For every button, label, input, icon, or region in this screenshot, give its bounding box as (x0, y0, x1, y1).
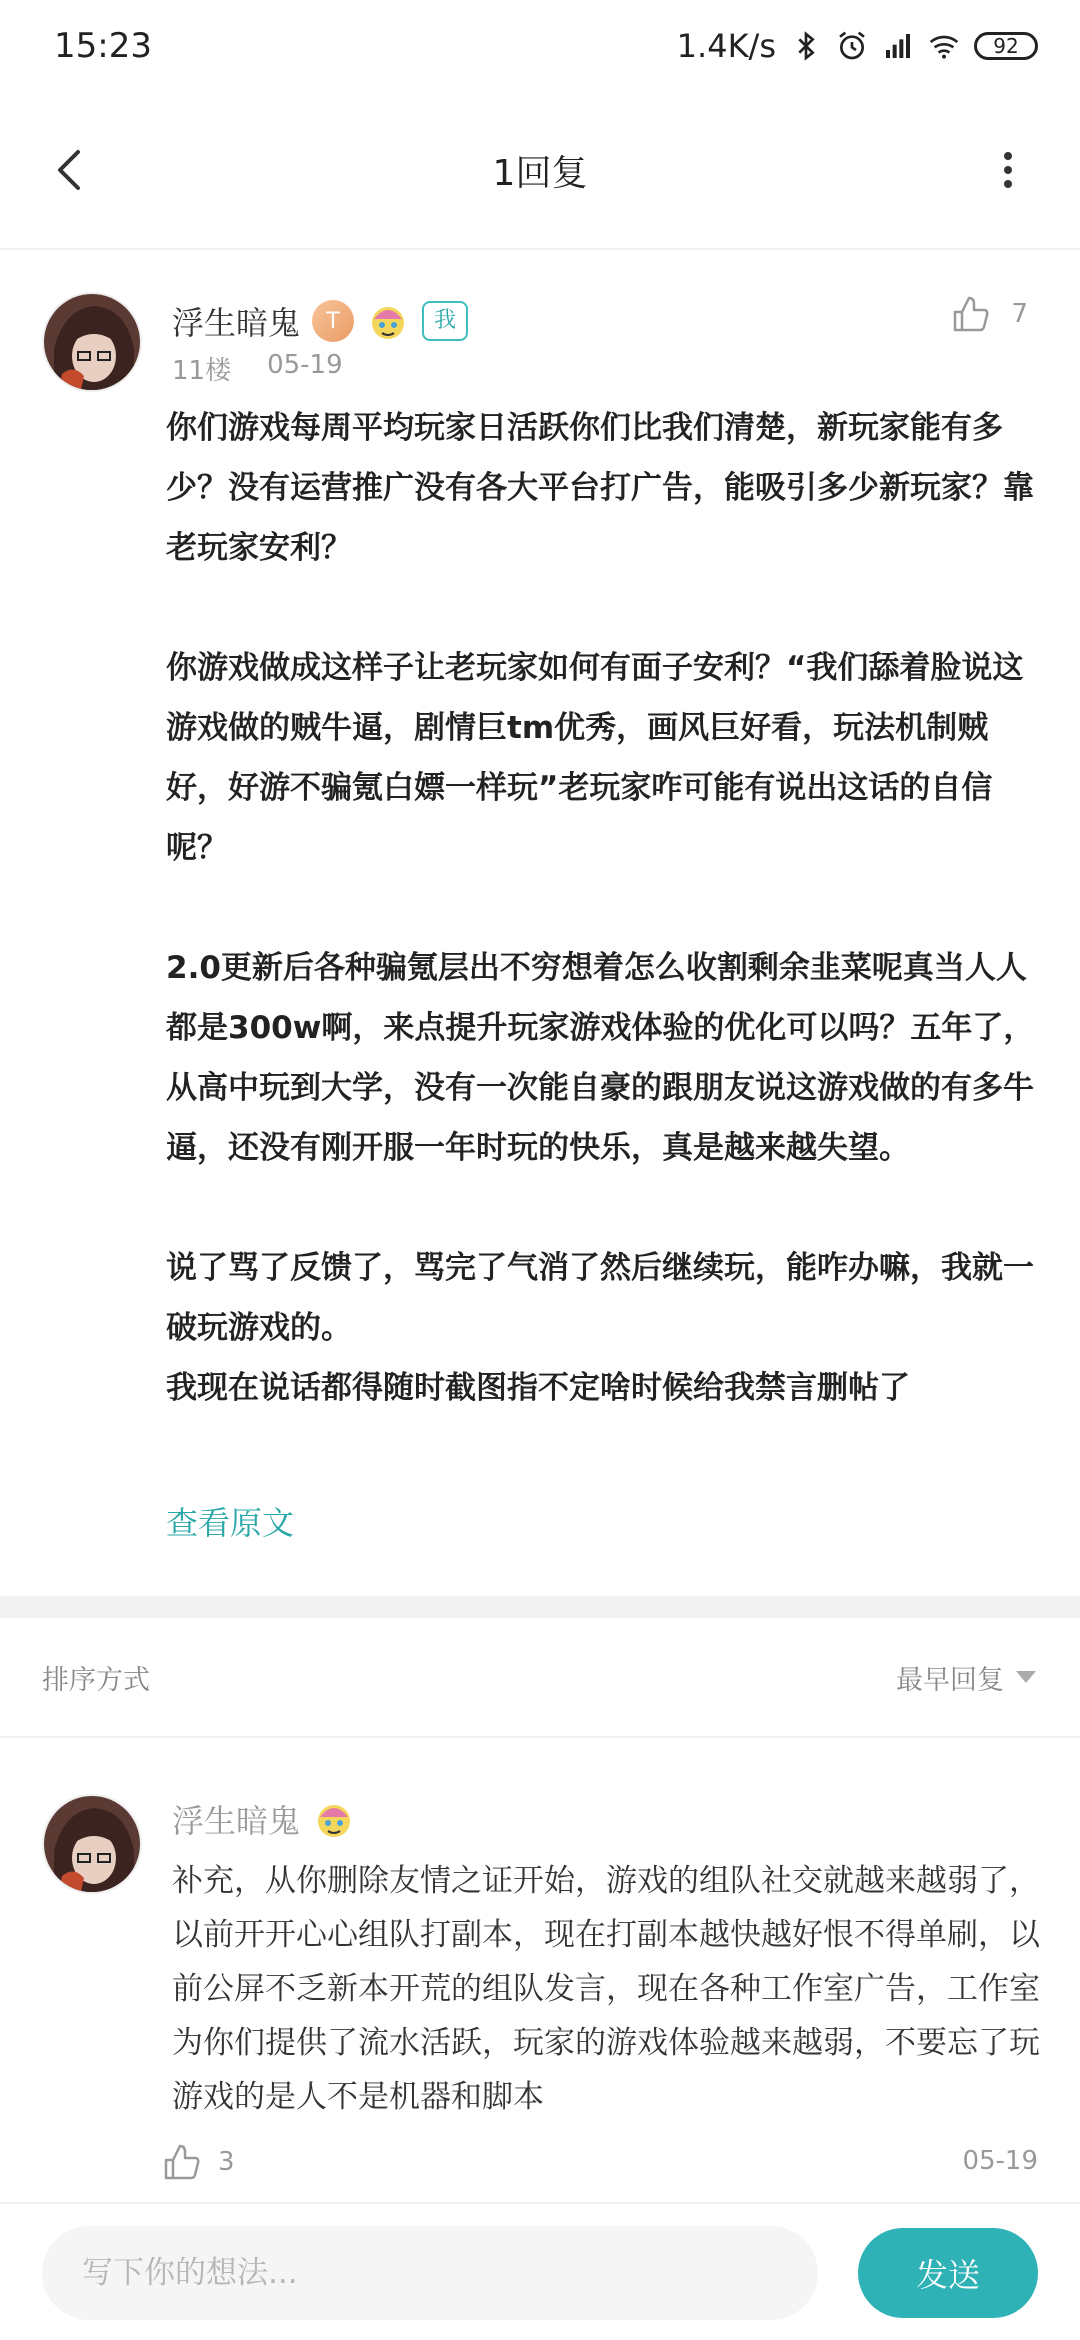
page-title: 1回复 (492, 152, 588, 194)
post-like-button[interactable] (949, 292, 1028, 336)
avatar[interactable] (42, 292, 142, 392)
sort-label: 排序方式 (42, 1664, 150, 1696)
avatar-image (44, 294, 142, 392)
avatar[interactable] (42, 1794, 142, 1894)
nav-bar (0, 92, 1080, 250)
reply-text: 补充，从你删除友情之证开始，游戏的组队社交就越来越弱了，以前开开心心组队打副本，现在打副本越快越好恨不得单刷，以前公屏不乏新本开荒的组队发言，现在各种工作室广告，工作室为你们提供了流水活跃，玩家的游戏体验越来越弱，不要忘了玩游戏的是人不是机器和脚本 (172, 1863, 1040, 2115)
signal-icon (882, 30, 914, 62)
more-vertical-icon[interactable] (976, 138, 1040, 202)
avatar-image (44, 1796, 142, 1894)
post-author-name[interactable]: 浮生暗鬼 (172, 304, 301, 342)
post-paragraph: 2.0更新后各种骗氪层出不穷想着怎么收割剩余韭菜呢真当人人都是300w啊，来点提升玩家游戏体验的优化可以吗？五年了，从高中玩到大学，没有一次能自豪的跟朋友说这游戏做的有多牛逼，还没有刚开服一年时玩的快乐，真是越来越失望。 (166, 950, 1035, 1166)
mascot-badge-icon (312, 1797, 356, 1841)
status-bar (0, 0, 1080, 92)
thumbs-up-icon (949, 292, 993, 336)
post-paragraph: 你们游戏每周平均玩家日活跃你们比我们清楚，新玩家能有多少？没有运营推广没有各大平台打广告，能吸引多少新玩家？靠老玩家安利？ (166, 410, 1034, 566)
reply-date: 05-19 (962, 2146, 1038, 2176)
me-badge: 我 (422, 301, 468, 341)
level-badge: T (312, 300, 354, 342)
status-time: 15:23 (54, 26, 152, 66)
reply-item (0, 1740, 1080, 2200)
bluetooth-icon (790, 30, 822, 62)
reply-author-row (172, 1796, 356, 1842)
thumbs-up-icon (160, 2140, 204, 2184)
reply-like-button[interactable] (160, 2140, 235, 2184)
sort-row (0, 1618, 1080, 1738)
wifi-icon (928, 30, 960, 62)
post-meta (172, 350, 343, 387)
post-floor: 11楼 (172, 356, 232, 386)
network-speed: 1.4K/s (676, 27, 776, 65)
chevron-left-icon[interactable] (40, 138, 104, 202)
post-date: 05-19 (267, 350, 343, 380)
post-author-row (172, 298, 468, 344)
post-paragraph: 你游戏做成这样子让老玩家如何有面子安利？“我们舔着脸说这游戏做的贼牛逼，剧情巨tm优秀，画风巨好看，玩法机制贼好，好游不骗氪白嫖一样玩”老玩家咋可能有说出这话的自信呢？ (166, 650, 1024, 866)
reply-like-count: 3 (218, 2147, 235, 2177)
battery-indicator: 92 (974, 32, 1038, 60)
comment-composer (0, 2202, 1080, 2340)
status-icons (677, 27, 1038, 65)
sort-value: 最早回复 (896, 1664, 1004, 1696)
mascot-badge-icon (366, 299, 410, 343)
view-original-link[interactable]: 查看原文 (166, 1504, 295, 1542)
post-body (166, 398, 1046, 1418)
send-button[interactable]: 发送 (858, 2228, 1038, 2318)
comment-input[interactable] (42, 2226, 818, 2320)
post-like-count: 7 (1011, 299, 1028, 329)
alarm-icon (836, 30, 868, 62)
reply-author-name[interactable]: 浮生暗鬼 (172, 1802, 301, 1840)
caret-down-icon (1014, 1669, 1038, 1685)
sort-dropdown[interactable] (896, 1658, 1038, 1697)
post-paragraph: 我现在说话都得随时截图指不定啥时候给我禁言删帖了 (166, 1370, 910, 1406)
post-paragraph: 说了骂了反馈了，骂完了气消了然后继续玩，能咋办嘛，我就一破玩游戏的。 (166, 1250, 1034, 1346)
section-divider (0, 1596, 1080, 1618)
